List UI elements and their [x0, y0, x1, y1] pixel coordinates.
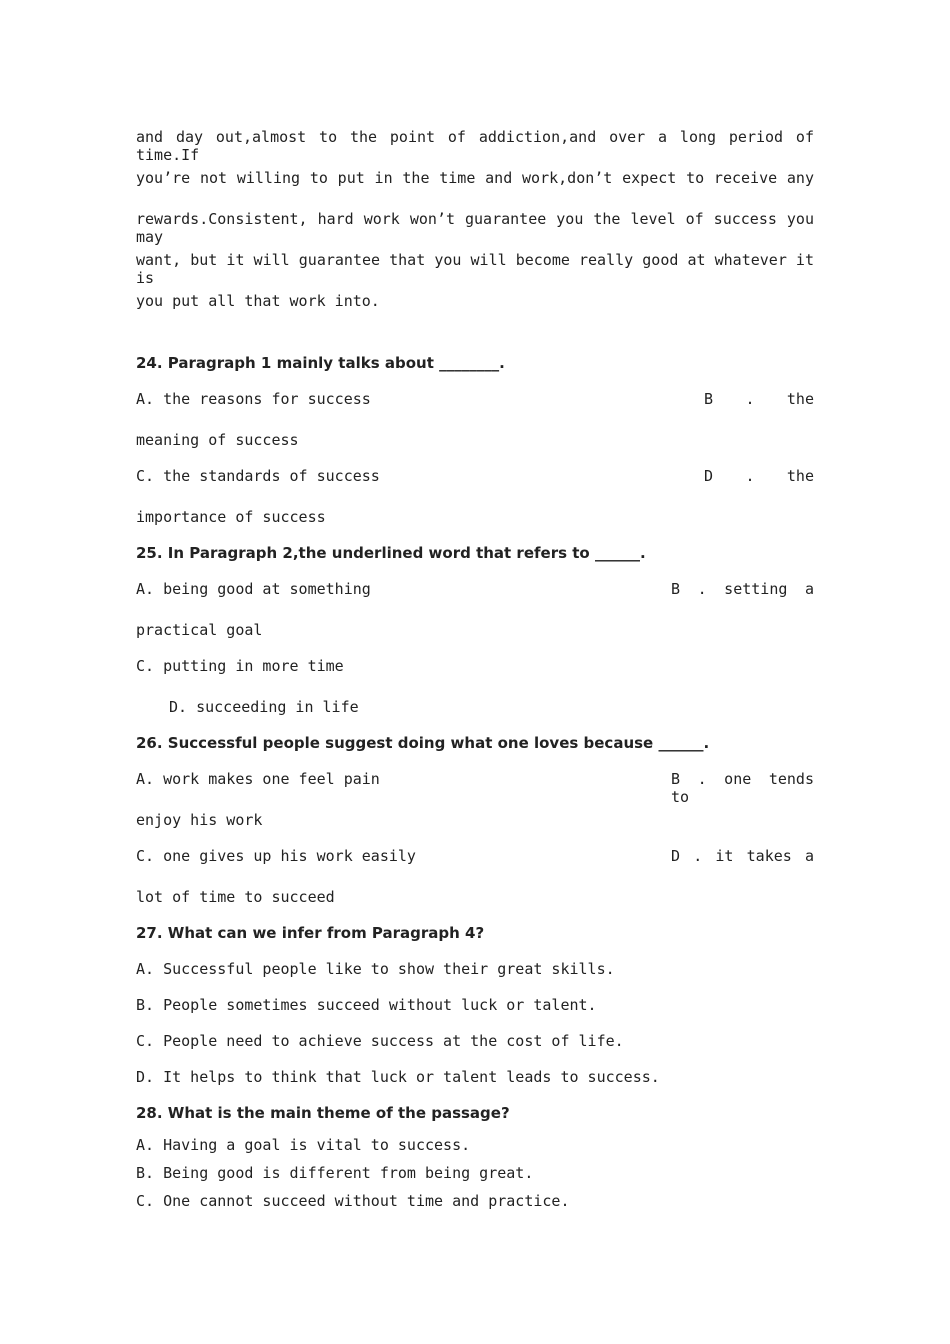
- question-24-option-d-head: D . the: [704, 467, 814, 485]
- question-26-stem: 26. Successful people suggest doing what one loves because ______.: [136, 734, 710, 752]
- question-27-stem: 27. What can we infer from Paragraph 4?: [136, 924, 485, 942]
- question-26-option-a: A. work makes one feel pain: [136, 770, 380, 788]
- question-28-stem: 28. What is the main theme of the passage?: [136, 1104, 510, 1122]
- question-28-option-c: C. One cannot succeed without time and practice.: [136, 1192, 570, 1210]
- question-25-option-d: D. succeeding in life: [169, 698, 359, 716]
- question-27-option-b: B. People sometimes succeed without luck or talent.: [136, 996, 597, 1014]
- question-28-option-b: B. Being good is different from being great.: [136, 1164, 534, 1182]
- question-26-option-d-head: D . it takes a: [671, 847, 814, 865]
- question-24-option-d-tail: importance of success: [136, 508, 326, 526]
- question-26-option-d-tail: lot of time to succeed: [136, 888, 335, 906]
- question-28-option-a: A. Having a goal is vital to success.: [136, 1136, 471, 1154]
- passage-line-3: rewards.Consistent, hard work won’t guarantee you the level of success you may: [136, 210, 814, 246]
- question-26-option-b-tail: enjoy his work: [136, 811, 263, 829]
- question-25-option-c: C. putting in more time: [136, 657, 344, 675]
- question-27-option-c: C. People need to achieve success at the cost of life.: [136, 1032, 624, 1050]
- passage-line-2: you’re not willing to put in the time and work,don’t expect to receive any: [136, 169, 814, 187]
- question-25-option-a: A. being good at something: [136, 580, 371, 598]
- passage-line-1: and day out,almost to the point of addiction,and over a long period of time.If: [136, 128, 814, 164]
- question-24-option-a: A. the reasons for success: [136, 390, 371, 408]
- question-25-option-b-head: B . setting a: [671, 580, 814, 598]
- question-24-stem: 24. Paragraph 1 mainly talks about ________.: [136, 354, 505, 372]
- question-25-option-b-tail: practical goal: [136, 621, 263, 639]
- passage-line-5: you put all that work into.: [136, 292, 380, 310]
- passage-line-4: want, but it will guarantee that you will become really good at whatever it is: [136, 251, 814, 287]
- question-24-option-c: C. the standards of success: [136, 467, 380, 485]
- question-27-option-d: D. It helps to think that luck or talent leads to success.: [136, 1068, 660, 1086]
- question-25-stem: 25. In Paragraph 2,the underlined word that refers to ______.: [136, 544, 646, 562]
- question-27-option-a: A. Successful people like to show their great skills.: [136, 960, 615, 978]
- question-24-option-b-head: B . the: [704, 390, 814, 408]
- question-24-option-b-tail: meaning of success: [136, 431, 299, 449]
- question-26-option-c: C. one gives up his work easily: [136, 847, 416, 865]
- question-26-option-b-head: B . one tends to: [671, 770, 814, 806]
